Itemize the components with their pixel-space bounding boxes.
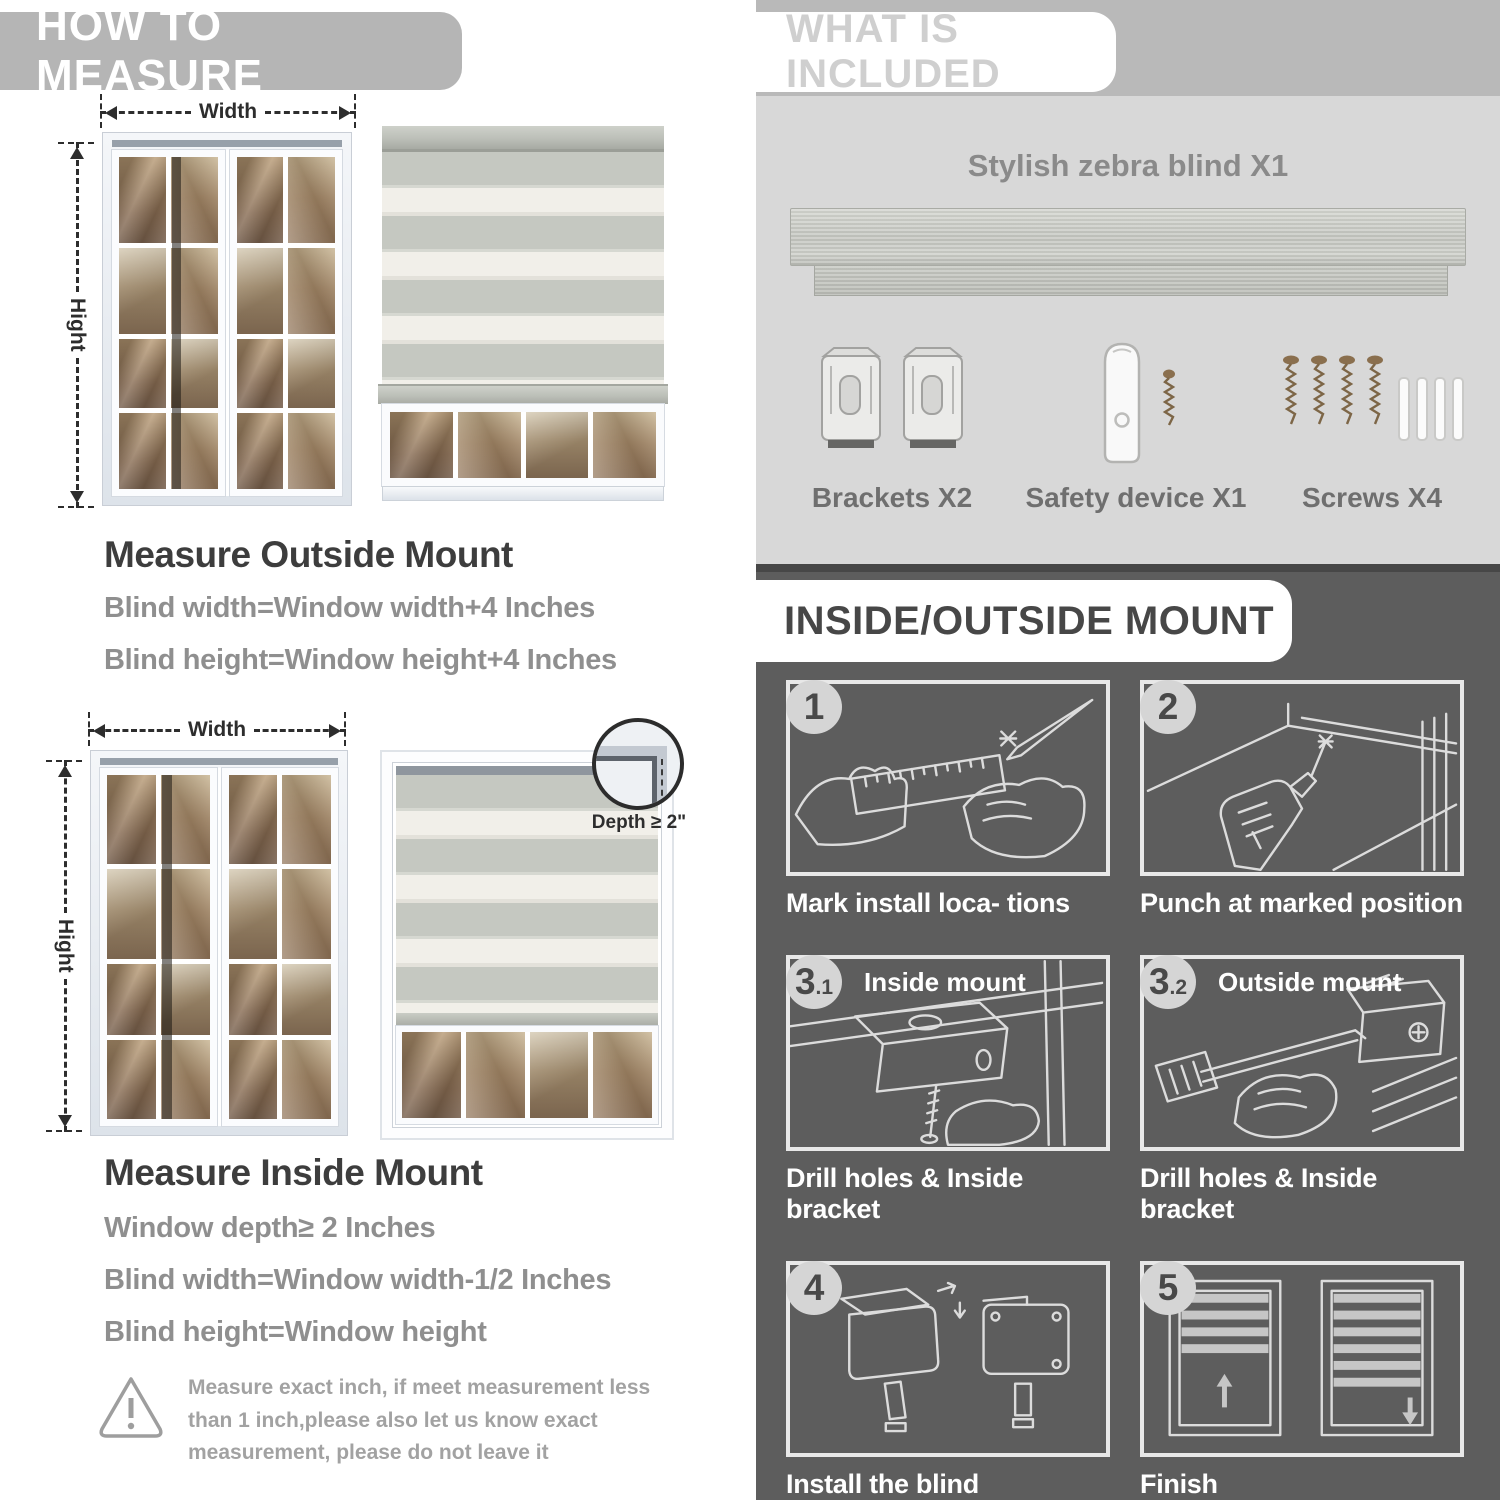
step-caption: Punch at marked position — [1140, 888, 1463, 918]
outside-mount-title: Measure Outside Mount — [104, 534, 513, 575]
outside-mount-rule-width: Blind width=Window width+4 Inches — [104, 592, 595, 624]
window-track — [112, 140, 342, 147]
dimension-tick — [344, 712, 346, 746]
step-number-badge: 1 — [786, 680, 842, 734]
step-2 — [1140, 680, 1464, 919]
width-label: Width — [198, 100, 258, 123]
included-section-body — [756, 96, 1500, 564]
step-3-1 — [786, 955, 1110, 1225]
window-under-blind — [382, 404, 664, 486]
included-item-brackets — [780, 334, 1004, 514]
dimension-arrow-line — [100, 111, 191, 114]
dimension-tick — [354, 94, 356, 128]
how-to-measure-title: HOW TO MEASURE — [36, 1, 264, 100]
dimension-arrow-line — [76, 358, 79, 508]
how-to-measure-banner — [0, 1, 462, 100]
dimension-arrow-line — [88, 729, 180, 732]
zebra-blind-bottomrail-image — [814, 266, 1448, 296]
dimension-arrow-line — [265, 111, 356, 114]
screws-label: Screws X4 — [1301, 482, 1443, 513]
inside-outside-mount-banner — [756, 580, 1292, 662]
width-dimension-inside — [88, 718, 346, 742]
dimension-arrow-line — [64, 760, 67, 913]
step-5 — [1140, 1261, 1464, 1500]
height-label: Hight — [66, 298, 89, 352]
brackets-label: Brackets X2 — [811, 482, 973, 513]
step-caption: Finish — [1140, 1469, 1218, 1499]
zebra-blind-outside-figure — [382, 126, 664, 501]
mount-section — [756, 564, 1500, 1500]
step-subtitle: Outside mount — [1218, 967, 1402, 997]
safety-device-icon — [1071, 334, 1201, 476]
zebra-blind-headrail-image — [790, 208, 1466, 266]
blind-stripes — [396, 775, 658, 1013]
inside-mount-rule-width: Blind width=Window width-1/2 Inches — [104, 1264, 612, 1296]
step-3-2 — [1140, 955, 1464, 1225]
blind-stripes — [382, 152, 664, 384]
install-steps-grid — [786, 680, 1464, 1500]
height-label: Hight — [54, 919, 77, 973]
step-number-badge: 4 — [786, 1261, 842, 1315]
blind-bottomrail — [396, 1013, 658, 1026]
window-sill — [382, 486, 664, 501]
what-is-included-banner — [756, 7, 1116, 96]
step-caption: Drill holes & Inside bracket — [786, 1163, 1024, 1224]
blind-bottomrail — [378, 384, 668, 404]
width-label: Width — [187, 718, 247, 741]
window-doors — [100, 768, 338, 1126]
dimension-tick — [58, 506, 94, 508]
depth-detail-circle — [592, 718, 684, 810]
included-item-screws — [1268, 334, 1476, 514]
inside-mount-rule-height: Blind height=Window height — [104, 1316, 487, 1348]
zebra-blind-inside-figure — [382, 752, 672, 1138]
step-caption: Drill holes & Inside bracket — [1140, 1163, 1378, 1224]
dimension-arrow-line — [76, 142, 79, 292]
inside-mount-title: Measure Inside Mount — [104, 1152, 483, 1193]
screws-icon — [1277, 334, 1467, 476]
blind-headrail — [382, 126, 664, 152]
inside-mount-rule-depth: Window depth≥ 2 Inches — [104, 1212, 436, 1244]
step-number-badge: 3 .1 — [786, 955, 842, 1009]
height-dimension-outside — [62, 142, 92, 508]
warning-triangle-icon — [96, 1372, 166, 1440]
window-track — [100, 758, 338, 765]
step-number-badge: 2 — [1140, 680, 1196, 734]
step-caption: Mark install loca- tions — [786, 888, 1070, 918]
step-number-badge: 5 — [1140, 1261, 1196, 1315]
step-caption: Install the blind — [786, 1469, 979, 1499]
window-doors — [112, 150, 342, 496]
warning-text: Measure exact inch, if meet measurement less than 1 inch,please also let us know exact measurement, please do not leave it — [188, 1376, 651, 1465]
outside-mount-rule-height: Blind height=Window height+4 Inches — [104, 644, 617, 676]
measure-warning — [96, 1372, 660, 1470]
height-dimension-inside — [50, 760, 80, 1132]
step-4 — [786, 1261, 1110, 1500]
dimension-tick — [46, 1130, 82, 1132]
depth-label: Depth ≥ 2" — [591, 812, 687, 833]
blind-item-label: Stylish zebra blind X1 — [967, 148, 1289, 183]
dimension-arrow-line — [254, 729, 346, 732]
right-panel — [756, 0, 1500, 1500]
dimension-arrow-line — [64, 979, 67, 1132]
brackets-icon — [816, 334, 968, 476]
inside-outside-mount-title: INSIDE/OUTSIDE MOUNT — [784, 598, 1275, 643]
step-number-badge: 3 .2 — [1140, 955, 1196, 1009]
step-1 — [786, 680, 1110, 919]
window-photo-outside — [102, 132, 352, 506]
width-dimension-outside — [100, 100, 356, 124]
window-under-blind — [396, 1026, 658, 1124]
safety-device-label: Safety device X1 — [1025, 482, 1247, 513]
window-photo-inside — [90, 750, 348, 1136]
what-is-included-title: WHAT IS INCLUDED — [786, 7, 1001, 96]
included-item-safety-device — [1014, 334, 1258, 514]
step-subtitle: Inside mount — [864, 967, 1026, 997]
